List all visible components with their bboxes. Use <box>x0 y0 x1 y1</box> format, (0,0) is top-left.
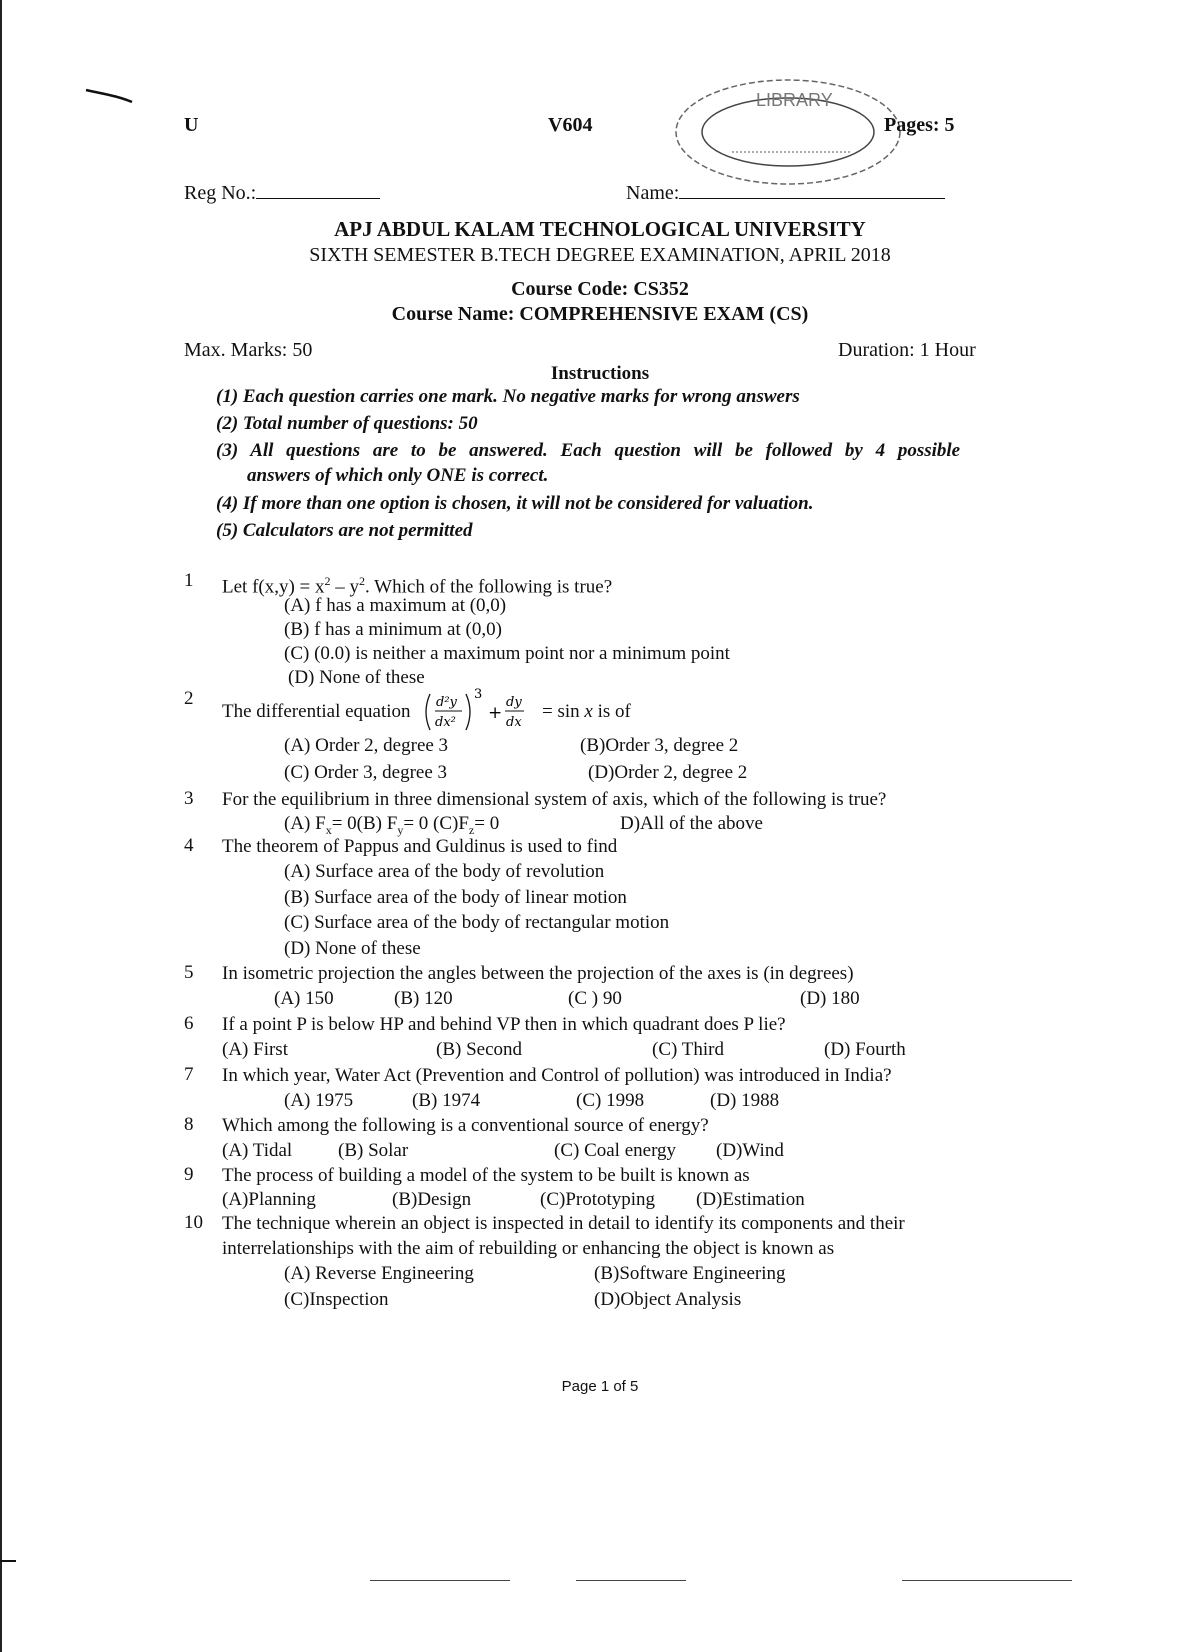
duration: Duration: 1 Hour <box>838 339 976 361</box>
option: (D) 1988 <box>710 1090 780 1111</box>
option: (C) Surface area of the body of rectangular motion <box>284 912 670 933</box>
question-text: The process of building a model of the system to be built is known as <box>222 1165 750 1186</box>
question-text: Let $f(x,y) = x^2 - y^2$. Which of the following is true? <box>222 574 613 598</box>
instruction-item: answers of which only ONE is correct. <box>247 465 549 486</box>
option: (A) Reverse Engineering <box>284 1263 474 1284</box>
option: (A) 1975 <box>284 1090 354 1111</box>
differential-equation <box>422 686 538 736</box>
question-number: 2 <box>184 688 194 709</box>
option: D)All of the above <box>620 813 763 834</box>
instructions-heading: Instructions <box>550 363 650 384</box>
question-number: 10 <box>184 1212 203 1233</box>
question-text-cont: interrelationships with the aim of rebuilding or enhancing the object is known as <box>222 1238 835 1259</box>
option: (A) Order 2, degree 3 <box>284 735 449 756</box>
question-text: The differential equation <box>222 701 411 722</box>
option: (A) 150 <box>274 988 334 1009</box>
option: (B)Software Engineering <box>594 1263 786 1284</box>
instruction-item: (4) If more than one option is chosen, it will not be considered for valuation. <box>216 493 814 514</box>
option: (B) Second <box>436 1039 523 1060</box>
option: (A)Planning <box>222 1189 316 1210</box>
svg-text:3: 3 <box>474 687 483 702</box>
scan-line <box>0 1560 16 1562</box>
option: (C) Coal energy <box>554 1140 677 1161</box>
question-number: 4 <box>184 835 194 856</box>
svg-text:LIBRARY: LIBRARY <box>756 90 833 110</box>
scan-line <box>902 1580 1072 1581</box>
question-number: 8 <box>184 1114 194 1135</box>
question-text: The technique wherein an object is inspected in detail to identify its components and their <box>222 1213 905 1234</box>
instruction-item: (2) Total number of questions: 50 <box>216 413 478 434</box>
question-number: 7 <box>184 1064 194 1085</box>
option: (C) Third <box>652 1039 724 1060</box>
question-text: In isometric projection the angles between the projection of the axes is (in degrees) <box>222 963 854 984</box>
option: (C ) 90 <box>568 988 622 1009</box>
option: (B) Surface area of the body of linear motion <box>284 887 627 908</box>
option: (C)Inspection <box>284 1289 389 1310</box>
option: (B)Order 3, degree 2 <box>580 735 739 756</box>
question-text: The theorem of Pappus and Guldinus is used to find <box>222 836 618 857</box>
option: (A) $F_x= 0(B)$ $F_y= 0$ $(C)F_z= 0$ <box>284 813 500 837</box>
question-text: Which among the following is a conventional source of energy? <box>222 1115 709 1136</box>
option: (B) Solar <box>338 1140 409 1161</box>
option: (D) None of these <box>288 667 425 688</box>
page-footer: Page 1 of 5 <box>561 1378 639 1395</box>
name-field[interactable] <box>679 180 945 199</box>
option: (D)Object Analysis <box>594 1289 742 1310</box>
scan-line <box>370 1580 510 1581</box>
option: (D)Estimation <box>696 1189 805 1210</box>
max-marks: Max. Marks: 50 <box>184 339 313 361</box>
page-count: Pages: 5 <box>884 114 955 136</box>
instruction-item: (5) Calculators are not permitted <box>216 520 473 541</box>
left-code: U <box>184 114 199 136</box>
option: (B) f has a minimum at (0,0) <box>284 619 502 640</box>
option: (C)Prototyping <box>540 1189 656 1210</box>
scan-line <box>576 1580 686 1581</box>
paper-code: V604 <box>548 114 593 136</box>
option: (D) None of these <box>284 938 421 959</box>
course-code: Course Code: CS352 <box>511 278 689 300</box>
question-number: 3 <box>184 788 194 809</box>
option: (C) 1998 <box>576 1090 645 1111</box>
option: (D)Wind <box>716 1140 784 1161</box>
question-number: 1 <box>184 570 194 591</box>
option: (A) Tidal <box>222 1140 293 1161</box>
question-text: For the equilibrium in three dimensional system of axis, which of the following is true? <box>222 789 887 810</box>
question-number: 6 <box>184 1013 194 1034</box>
svg-text:+: + <box>488 703 503 723</box>
exam-title: SIXTH SEMESTER B.TECH DEGREE EXAMINATION, APRIL 2018 <box>309 244 891 266</box>
question-text: In which year, Water Act (Prevention and Control of pollution) was introduced in India? <box>222 1065 892 1086</box>
instruction-item: (1) Each question carries one mark. No negative marks for wrong answers <box>216 386 800 407</box>
option: (D) 180 <box>800 988 860 1009</box>
option: (C) (0.0) is neither a maximum point nor a minimum point <box>284 643 730 664</box>
question-number: 5 <box>184 962 194 983</box>
svg-text:dx²: dx² <box>435 715 456 730</box>
option: (D)Order 2, degree 2 <box>588 762 748 783</box>
reg-no-label: Reg No.: <box>184 180 380 205</box>
svg-text:dx: dx <box>506 715 522 730</box>
pen-mark <box>84 84 136 106</box>
question-text-tail: = sin x is of <box>542 701 631 722</box>
question-text: If a point P is below HP and behind VP then in which quadrant does P lie? <box>222 1014 786 1035</box>
option: (B) 1974 <box>412 1090 481 1111</box>
option: (B) 120 <box>394 988 453 1009</box>
svg-text:d²y: d²y <box>436 695 457 710</box>
instruction-item: (3) All questions are to be answered. Each question will be followed by 4 possible <box>216 440 961 461</box>
option: (A) Surface area of the body of revolution <box>284 861 605 882</box>
course-name: Course Name: COMPREHENSIVE EXAM (CS) <box>391 303 809 325</box>
reg-no-field[interactable] <box>256 180 380 199</box>
option: (A) First <box>222 1039 288 1060</box>
svg-text:dy: dy <box>506 695 522 710</box>
option: (D) Fourth <box>824 1039 906 1060</box>
option: (C) Order 3, degree 3 <box>284 762 448 783</box>
option: (A) f has a maximum at (0,0) <box>284 595 507 616</box>
option: (B)Design <box>392 1189 472 1210</box>
name-label: Name: <box>626 180 945 205</box>
university-title: APJ ABDUL KALAM TECHNOLOGICAL UNIVERSITY <box>334 217 866 241</box>
question-number: 9 <box>184 1164 194 1185</box>
